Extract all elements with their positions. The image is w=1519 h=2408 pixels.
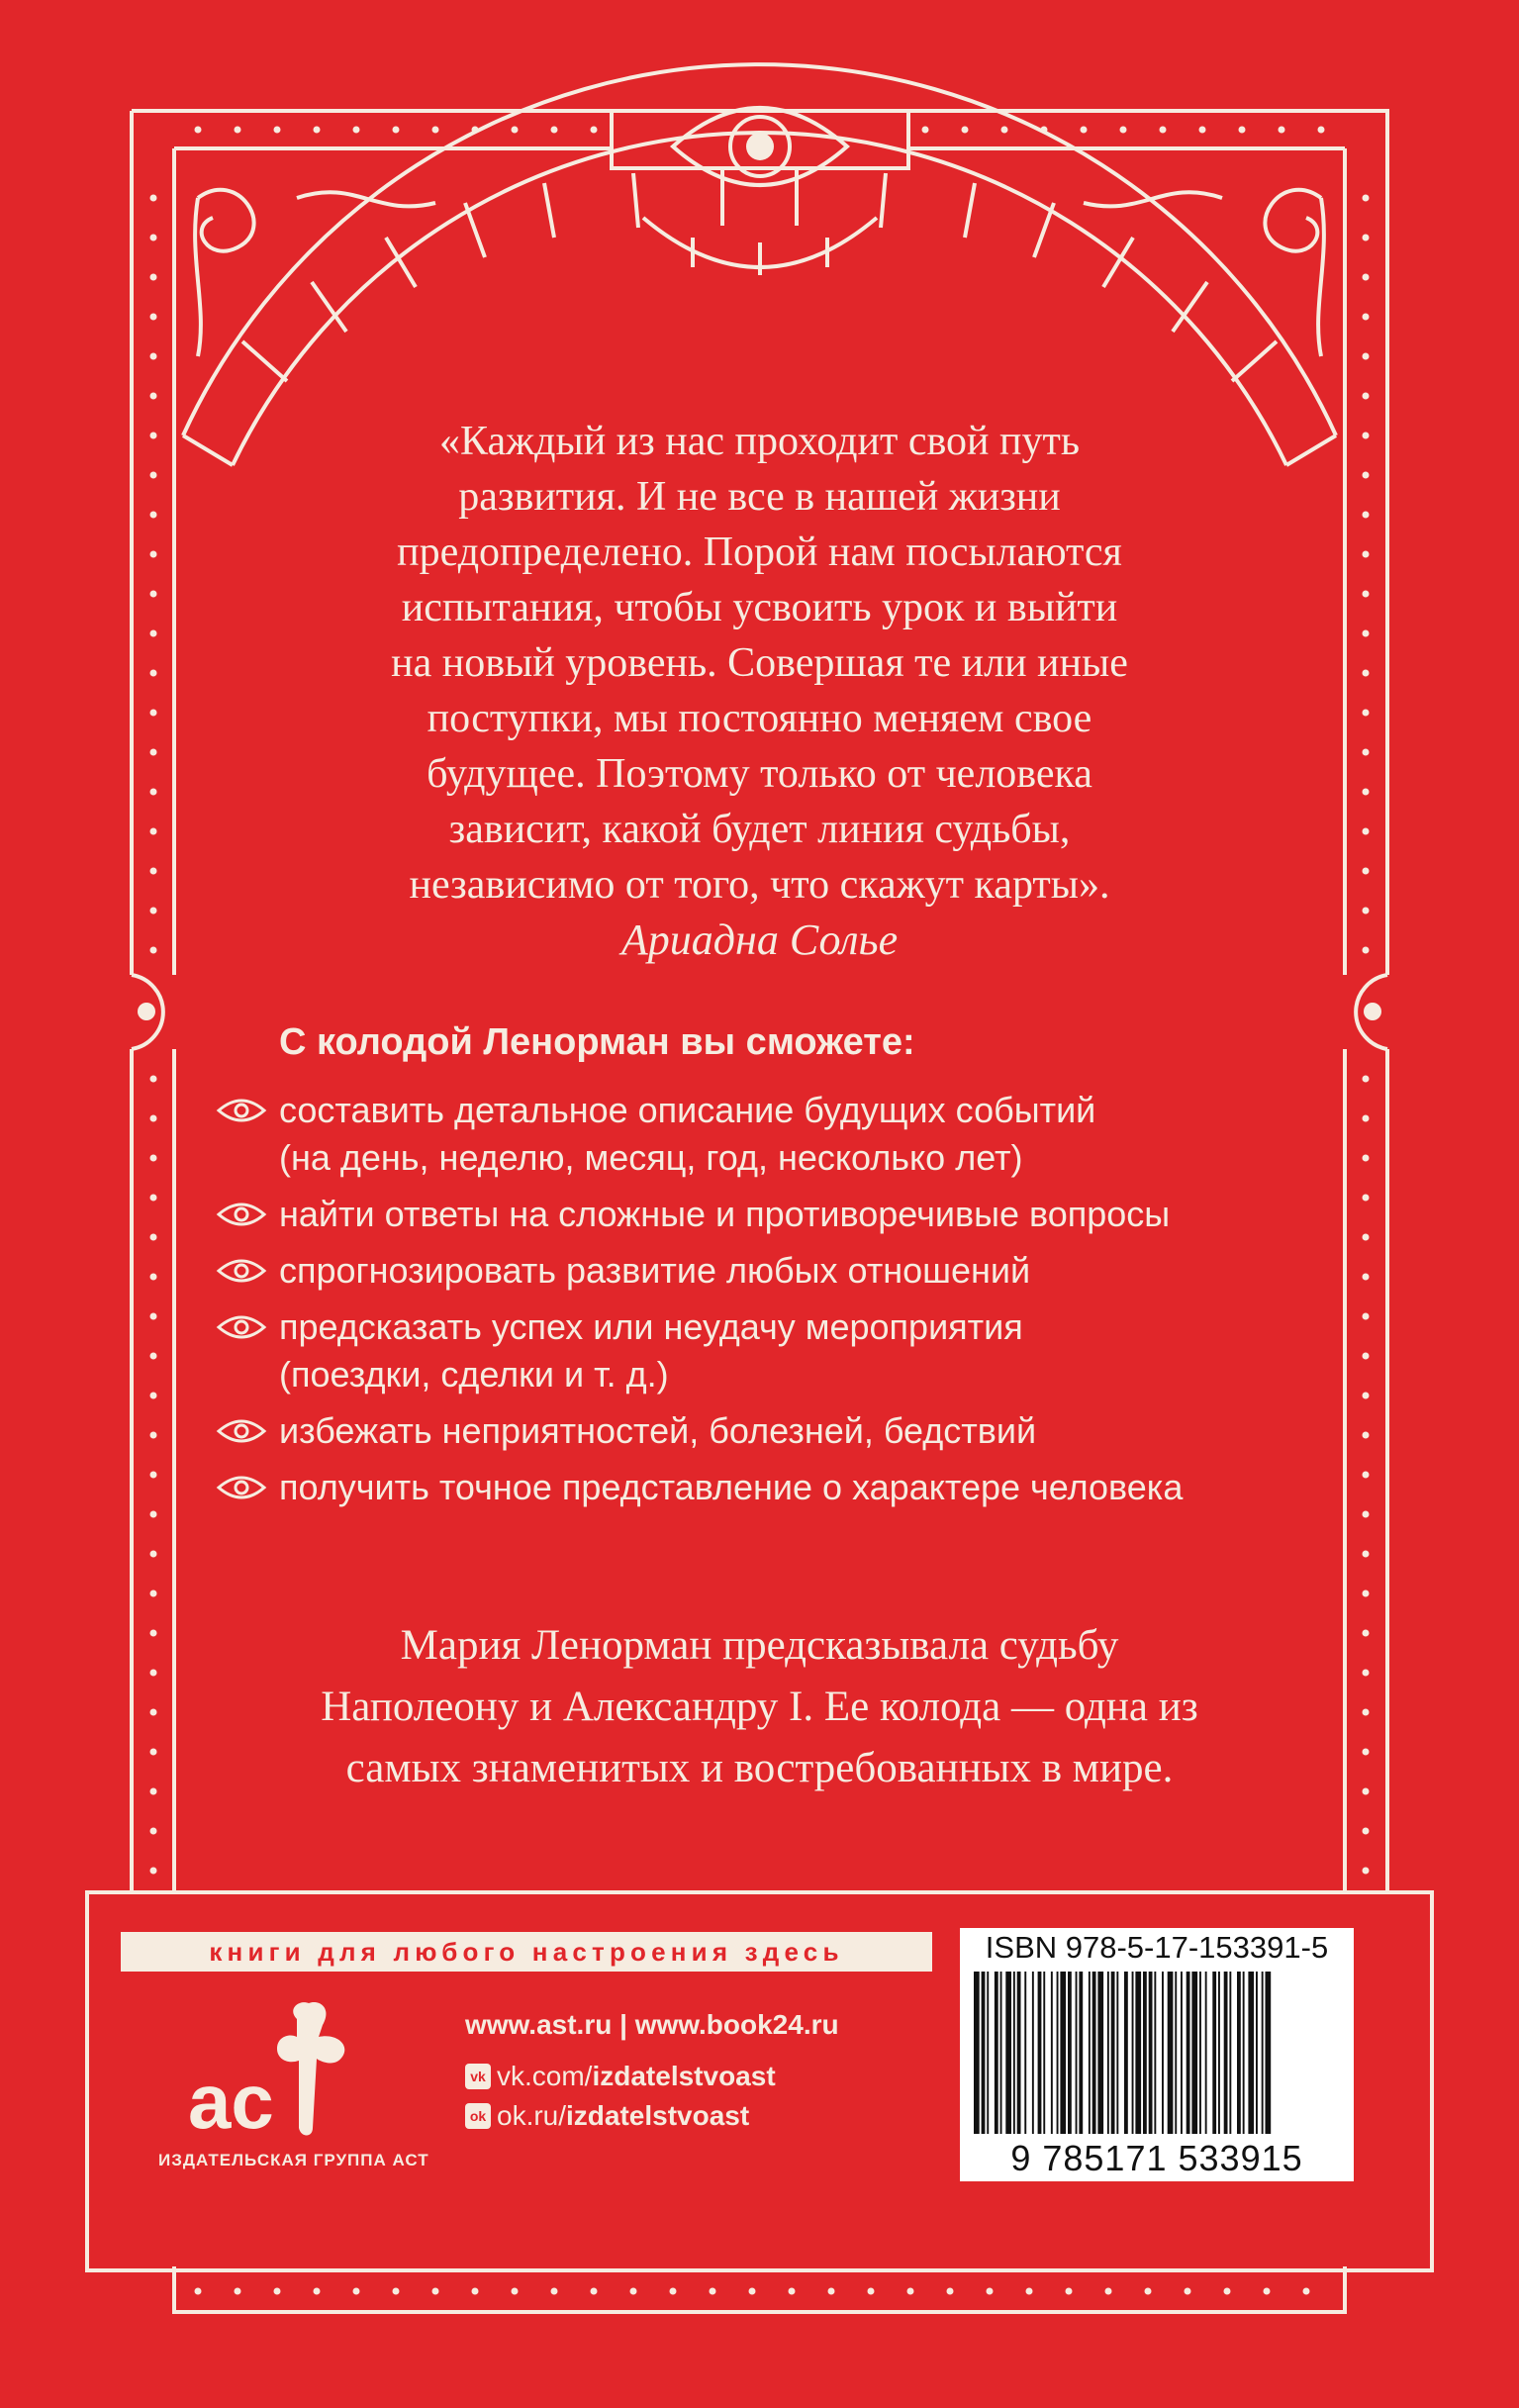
eye-icon: [216, 1257, 267, 1285]
publisher-name: ИЗДАТЕЛЬСКАЯ ГРУППА АСТ: [158, 2151, 429, 2169]
ok-icon: ok: [465, 2103, 491, 2129]
barcode-bar: [1262, 1972, 1264, 2134]
bio-line: самых знаменитых и востребованных в мире.: [345, 1745, 1174, 1791]
quote-line: развития. И не все в нашей жизни: [458, 474, 1061, 520]
barcode-bar: [1266, 1972, 1272, 2134]
isbn-label: ISBN 978-5-17-153391-5: [985, 1930, 1329, 1965]
list-item: [216, 1087, 1294, 1182]
barcode-bar: [1205, 1972, 1207, 2134]
barcode-bar: [1013, 1972, 1015, 2134]
list-item: [216, 1464, 1294, 1511]
barcode-bar: [1229, 1972, 1231, 2134]
ok-domain: ok.ru/: [497, 2100, 567, 2131]
barcode-bar: [1162, 1972, 1164, 2134]
bio-line: Наполеону и Александру I. Ее колода — одна из: [321, 1684, 1198, 1730]
tagline-banner: книги для любого настроения здесь: [121, 1932, 932, 1972]
barcode-bar: [1143, 1972, 1147, 2134]
list-item-text: предсказать успех или неудачу мероприятия: [279, 1306, 1023, 1347]
barcode-bar: [995, 1972, 998, 2134]
barcode-bar: [1218, 1972, 1220, 2134]
barcode-bar: [1256, 1972, 1258, 2134]
list-item-text: получить точное представление о характере человека: [279, 1467, 1184, 1507]
quote-line: испытания, чтобы усвоить урок и выйти: [401, 585, 1118, 630]
barcode-bar: [1124, 1972, 1128, 2134]
barcode-bar: [1199, 1972, 1201, 2134]
quote-line: будущее. Поэтому только от человека: [427, 751, 1092, 797]
barcode-bar: [1243, 1972, 1245, 2134]
eye-icon: [216, 1313, 267, 1341]
vk-handle: izdatelstvoast: [592, 2061, 776, 2091]
barcode-bar: [1043, 1972, 1045, 2134]
list-item-text: найти ответы на сложные и противоречивые вопросы: [279, 1194, 1171, 1234]
list-item-text: (поездки, сделки и т. д.): [279, 1354, 669, 1395]
barcode-bar: [1057, 1972, 1059, 2134]
barcode-bar: [1132, 1972, 1134, 2134]
barcode-bar: [1060, 1972, 1066, 2134]
barcode-bar: [1005, 1972, 1011, 2134]
isbn-barcode: [960, 1928, 1354, 2181]
bio-line: Мария Ленорман предсказывала судьбу: [400, 1622, 1119, 1669]
list-item: [216, 1191, 1294, 1238]
barcode-bar: [1111, 1972, 1115, 2134]
barcode-bar: [1079, 1972, 1083, 2134]
barcode-bar: [1051, 1972, 1053, 2134]
vk-icon: vk: [465, 2064, 491, 2089]
list-item-text: избежать неприятностей, болезней, бедствий: [279, 1410, 1037, 1451]
barcode-bar: [1149, 1972, 1153, 2134]
barcode-bar: [1116, 1972, 1118, 2134]
vk-domain: vk.com/: [497, 2061, 593, 2091]
list-item-text: (на день, неделю, месяц, год, несколько лет): [279, 1137, 1023, 1178]
vk-link[interactable]: [465, 2061, 776, 2092]
barcode-digits: 9 785171 533915: [1010, 2138, 1303, 2178]
barcode-bar: [1154, 1972, 1156, 2134]
quote-author: Ариадна Солье: [620, 915, 899, 964]
ok-link[interactable]: [465, 2100, 749, 2132]
list-item: [216, 1407, 1294, 1455]
barcode-bar: [1000, 1972, 1002, 2134]
barcode-bar: [1248, 1972, 1254, 2134]
barcode-bar: [1175, 1972, 1177, 2134]
barcode-bar: [1089, 1972, 1091, 2134]
eye-icon: [216, 1474, 267, 1501]
quote-line: поступки, мы постоянно меняем свое: [427, 696, 1092, 741]
barcode-bar: [1224, 1972, 1228, 2134]
barcode-bar: [1212, 1972, 1216, 2134]
features-heading: С колодой Ленорман вы сможете:: [279, 1021, 915, 1063]
ok-handle: izdatelstvoast: [566, 2100, 750, 2131]
list-item: [216, 1303, 1294, 1398]
eye-icon: [216, 1097, 267, 1124]
barcode-bar: [987, 1972, 989, 2134]
quote-block: [297, 414, 1222, 913]
barcode-bar: [1032, 1972, 1034, 2134]
barcode-bar: [974, 1972, 980, 2134]
barcode-bar: [1017, 1972, 1021, 2134]
ast-logo-text: ac: [188, 2058, 274, 2145]
barcode-bar: [1068, 1972, 1072, 2134]
bio-text: [198, 1615, 1321, 1799]
barcode-bar: [1135, 1972, 1141, 2134]
barcode-bar: [1187, 1972, 1190, 2134]
quote-line: независимо от того, что скажут карты».: [409, 862, 1110, 908]
barcode-bar: [1191, 1972, 1197, 2134]
list-item: [216, 1247, 1294, 1295]
barcode-bar: [1237, 1972, 1241, 2134]
barcode-bar: [1097, 1972, 1103, 2134]
barcode-bar: [982, 1972, 986, 2134]
quote-line: на новый уровень. Совершая те или иные: [391, 640, 1128, 686]
barcode-bar: [1168, 1972, 1174, 2134]
barcode-bar: [1092, 1972, 1096, 2134]
quote-line: зависит, какой будет линия судьбы,: [448, 807, 1071, 852]
quote-line: «Каждый из нас проходит свой путь: [439, 419, 1080, 464]
features-list: [216, 1087, 1294, 1520]
list-item-text: спрогнозировать развитие любых отношений: [279, 1250, 1031, 1291]
list-item-text: составить детальное описание будущих событий: [279, 1090, 1096, 1130]
eye-icon: [216, 1417, 267, 1445]
ast-logo: [139, 1989, 356, 2158]
barcode-bar: [1076, 1972, 1078, 2134]
barcode-bar: [1181, 1972, 1183, 2134]
barcode-bar: [1107, 1972, 1109, 2134]
quote-line: предопределено. Порой нам посылаются: [397, 530, 1122, 575]
eye-icon: [216, 1201, 267, 1228]
website-links[interactable]: www.ast.ru | www.book24.ru: [465, 2009, 839, 2040]
barcode-bar: [1038, 1972, 1042, 2134]
barcode-bar: [1024, 1972, 1026, 2134]
